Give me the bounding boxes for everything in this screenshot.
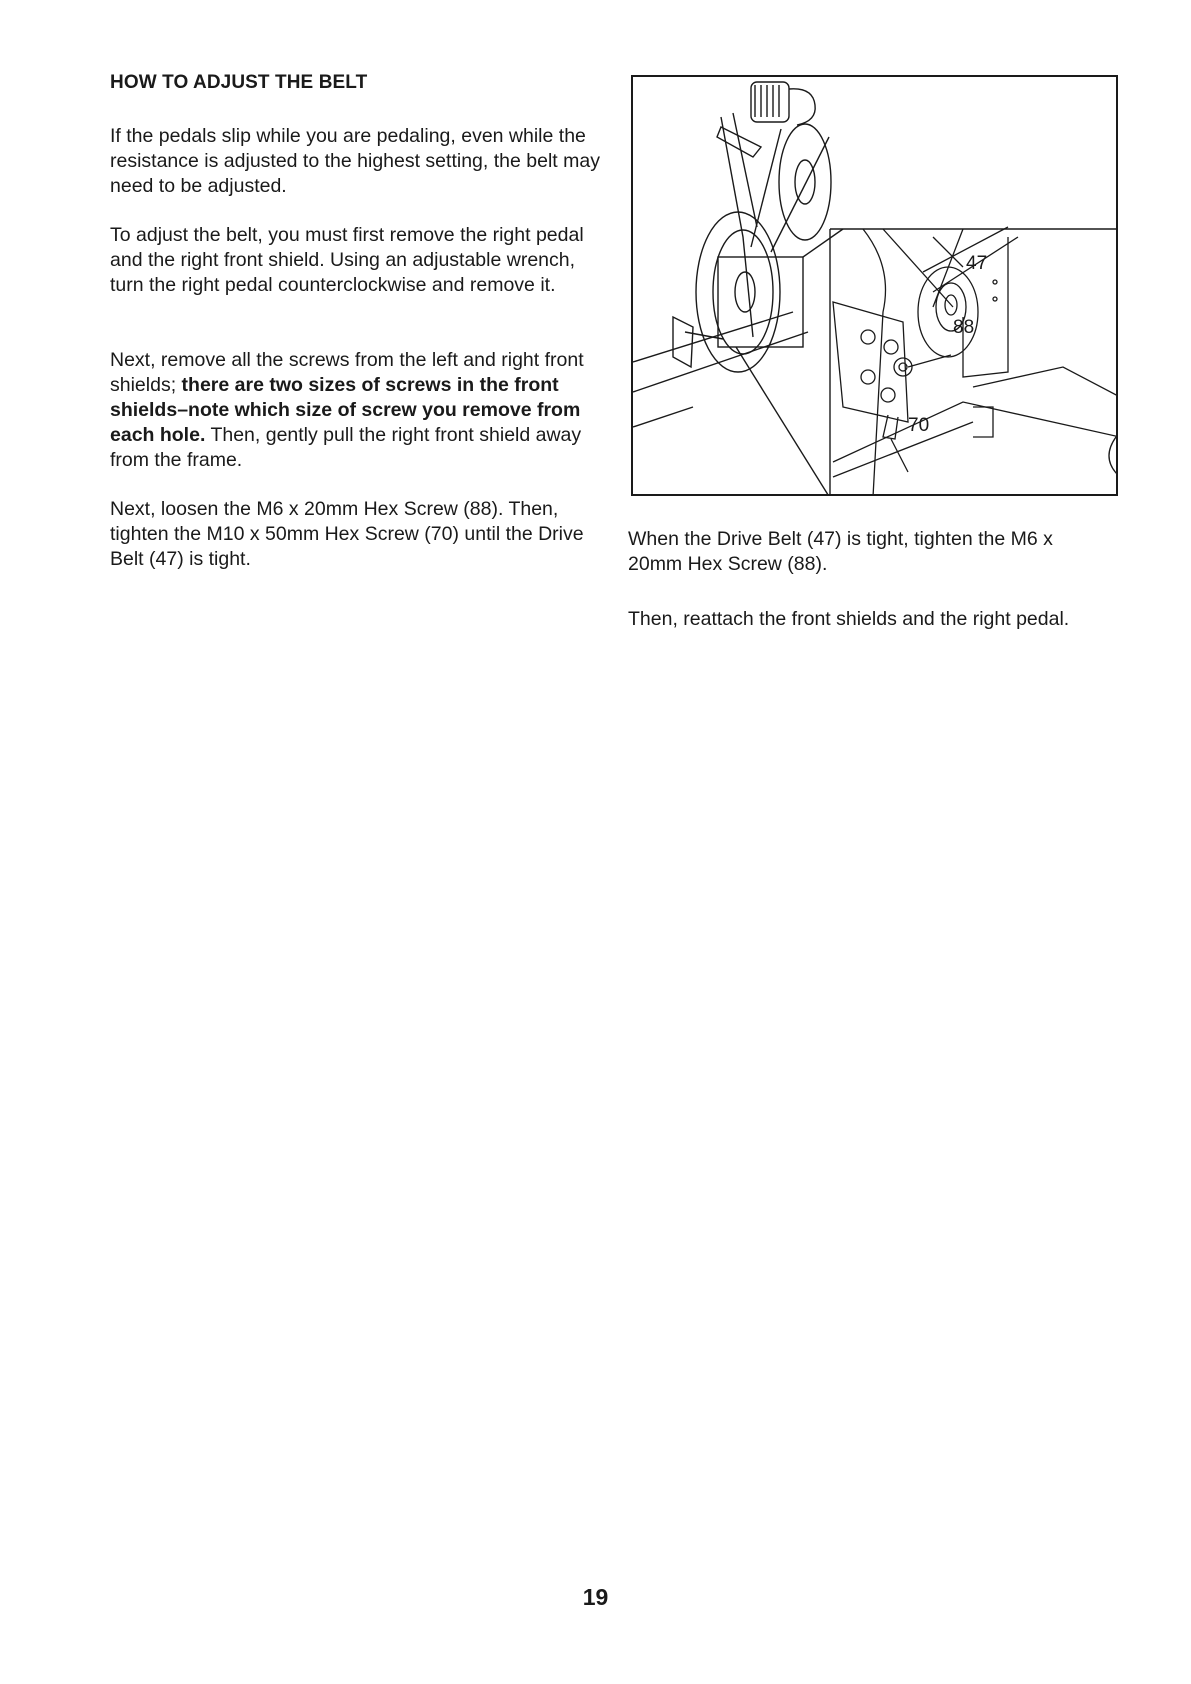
belt-adjustment-illustration bbox=[631, 75, 1118, 496]
paragraph-tighten-screw: When the Drive Belt (47) is tight, tighten the M6 x 20mm Hex Screw (88). bbox=[628, 528, 1053, 575]
paragraph-pedals-slip: If the pedals slip while you are pedaling, even while the resistance is adjusted to the highest setting, the belt may need to be adjusted. bbox=[110, 125, 600, 197]
paragraph-remove-screws-start: Next, remove all the screws from the left and right front shields; bbox=[110, 349, 584, 396]
section-heading: HOW TO ADJUST THE BELT bbox=[110, 72, 368, 93]
bike-line-drawing bbox=[633, 77, 1118, 496]
paragraph-remove-screws-warning: there are two sizes of screws in the front shields–note which size of screw you remove from each hole. bbox=[110, 374, 581, 446]
paragraph-reattach: Then, reattach the front shields and the right pedal. bbox=[628, 608, 1070, 630]
paragraph-remove-screws bbox=[110, 348, 610, 473]
paragraph-loosen-screw: Next, loosen the M6 x 20mm Hex Screw (88). Then, tighten the M10 x 50mm Hex Screw (70) until the Drive Belt (47) is tight. bbox=[110, 498, 584, 570]
callout-hex-screw-m10: 70 bbox=[908, 415, 930, 436]
callout-hex-screw-m6: 88 bbox=[953, 317, 975, 338]
page-number: 19 bbox=[582, 1584, 609, 1610]
paragraph-remove-screws-end: Then, gently pull the right front shield away from the frame. bbox=[110, 424, 582, 471]
paragraph-remove-pedal: To adjust the belt, you must first remove the right pedal and the right front shield. Using an adjustable wrench, turn the right pedal counterclockwise and remove it. bbox=[110, 224, 584, 296]
callout-drive-belt: 47 bbox=[966, 253, 988, 274]
